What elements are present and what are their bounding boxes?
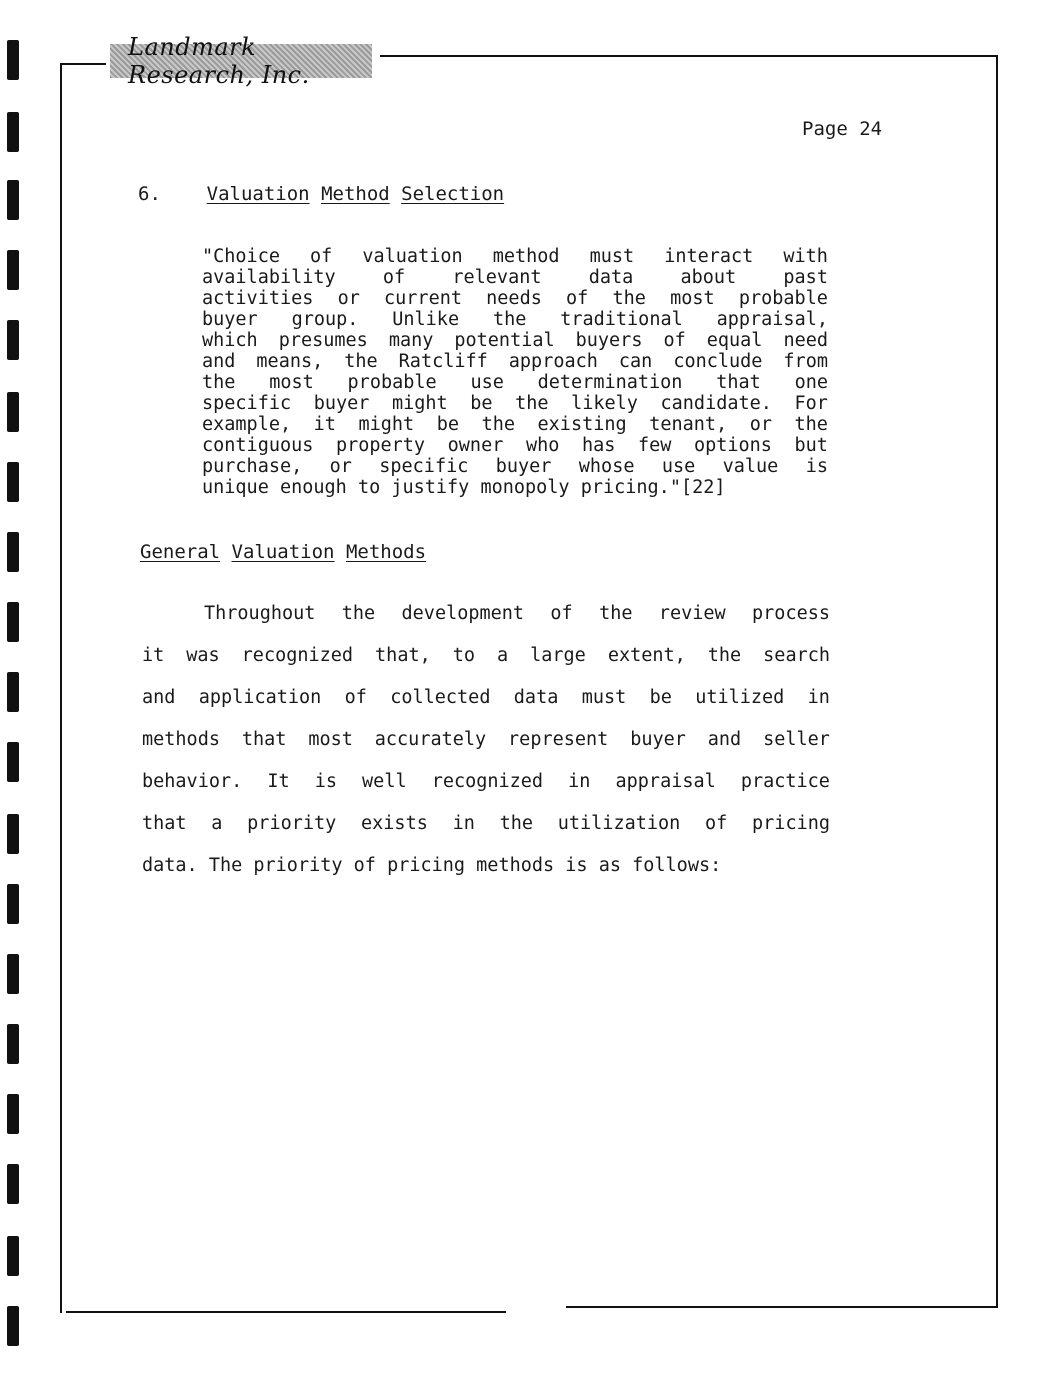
frame-right (996, 55, 998, 1307)
quote-line (202, 456, 828, 477)
binding-hole (7, 112, 19, 152)
body-word: recognized (431, 771, 544, 792)
quote-line (202, 435, 828, 456)
binding-hole (7, 884, 19, 924)
quote-word: be (470, 393, 493, 414)
body-word: development (401, 603, 525, 624)
body-word: process (752, 603, 830, 624)
quote-word: one (794, 372, 828, 393)
binding-hole (7, 672, 19, 712)
body-word: of (344, 687, 367, 708)
quote-word: determination (537, 372, 683, 393)
body-line (142, 686, 830, 728)
section-title-word: Selection (401, 183, 505, 205)
body-word: application (198, 687, 322, 708)
body-word: utilization (557, 813, 681, 834)
quote-word: past (783, 267, 828, 288)
binding-hole (7, 1164, 19, 1204)
quote-word: data (588, 267, 634, 288)
quote-line (202, 351, 828, 372)
section-number: 6. (138, 183, 161, 205)
body-word: of (705, 813, 728, 834)
quote-word: has (581, 435, 616, 456)
quote-word: buyer (202, 309, 258, 330)
subheading-word: Valuation (231, 541, 335, 563)
body-line (142, 644, 830, 686)
binding-hole (7, 462, 19, 502)
body-word: accurately (374, 729, 487, 750)
quote-line (202, 330, 828, 351)
body-word: and (142, 687, 176, 708)
binding-hole (7, 1236, 19, 1276)
body-word: pricing (752, 813, 830, 834)
body-word: methods (476, 855, 566, 876)
body-word: methods (142, 729, 220, 750)
body-word: of (353, 855, 388, 876)
quote-word: can (618, 351, 653, 372)
quote-word: traditional (560, 309, 683, 330)
quote-word: might (391, 393, 448, 414)
body-word: extent, (607, 645, 686, 666)
quote-word: property (335, 435, 426, 456)
quote-word: current (384, 288, 462, 309)
quote-word: activities (202, 288, 314, 309)
binding-hole (7, 250, 19, 290)
body-word: large (530, 645, 586, 666)
binding-hole (7, 1024, 19, 1064)
section-title (138, 183, 504, 205)
quote-word: the (344, 351, 378, 372)
body-word: most (308, 729, 353, 750)
quote-word: the (612, 288, 646, 309)
body-word: that, (375, 645, 431, 666)
frame-top-right (380, 55, 998, 57)
body-paragraph (142, 602, 830, 896)
binding-hole (7, 532, 19, 572)
quote-word: specific (202, 393, 292, 414)
quote-word: or (337, 288, 360, 309)
quote-word: example, (202, 414, 292, 435)
body-word: be (649, 687, 672, 708)
quote-word: but (794, 435, 828, 456)
quote-word: conclude (673, 351, 763, 372)
body-word: review (658, 603, 726, 624)
quote-word: potential (454, 330, 555, 351)
quote-word: most (670, 288, 715, 309)
quote-word: probable (347, 372, 437, 393)
quote-word: use (661, 456, 696, 477)
page-number: Page 24 (802, 118, 883, 140)
quote-word: buyer (313, 393, 370, 414)
quote-line (202, 393, 828, 414)
body-line (142, 854, 830, 896)
subheading (140, 541, 426, 563)
quote-word: which (202, 330, 258, 351)
quote-word: means, (256, 351, 324, 372)
body-word: the (341, 603, 376, 624)
body-word: The (208, 855, 254, 876)
body-word: as (598, 855, 633, 876)
body-word: that (241, 729, 287, 750)
body-word: data. (142, 855, 209, 876)
body-line (142, 812, 830, 854)
quote-word: monopoly (480, 477, 581, 498)
body-word: in (807, 687, 830, 708)
section-title-word: Valuation (206, 183, 310, 205)
body-word: that (142, 813, 187, 834)
quote-word: candidate. (660, 393, 772, 414)
binding-hole (7, 40, 19, 80)
body-word: a (211, 813, 223, 834)
quote-word: tenant, (649, 414, 728, 435)
quote-word: and (202, 351, 236, 372)
quote-word: buyer (495, 456, 552, 477)
binding-hole (7, 814, 19, 854)
quote-word: to (357, 477, 392, 498)
quote-word: or (749, 414, 772, 435)
body-word: in (568, 771, 591, 792)
body-word: data (513, 687, 559, 708)
quote-word: many (388, 330, 434, 351)
quote-word: use (470, 372, 504, 393)
quote-word: whose (578, 456, 635, 477)
quote-word: options (693, 435, 772, 456)
logo-text: Landmark Research, Inc. (128, 33, 310, 89)
body-word: seller (763, 729, 830, 750)
quote-word: few (637, 435, 672, 456)
section-title-word: Method (321, 183, 390, 205)
binding-hole (7, 1306, 19, 1346)
quote-word: need (783, 330, 828, 351)
quote-word: enough (279, 477, 358, 498)
quote-word: from (783, 351, 828, 372)
frame-left (60, 63, 62, 1313)
quote-word: of (566, 288, 589, 309)
quote-word: of (382, 267, 406, 288)
frame-bottom-right (566, 1306, 998, 1308)
body-word: buyer (630, 729, 686, 750)
body-word: a (497, 645, 509, 666)
body-word: practice (740, 771, 830, 792)
quote-word: owner (447, 435, 504, 456)
quote-word: or (329, 456, 352, 477)
binding-hole (7, 180, 19, 220)
quote-word: approach (508, 351, 598, 372)
quote-word: "Choice (202, 246, 280, 267)
quote-word: relevant (452, 267, 542, 288)
subheading-word: Methods (345, 541, 427, 563)
body-word: collected (390, 687, 491, 708)
quote-word: of (663, 330, 686, 351)
quote-line (202, 309, 828, 330)
body-word: appraisal (615, 771, 716, 792)
quote-word: that (716, 372, 761, 393)
quote-word: For (794, 393, 828, 414)
body-word: behavior. (142, 771, 243, 792)
body-word: pricing (387, 855, 477, 876)
binding-hole (7, 320, 19, 360)
quote-word: who (525, 435, 560, 456)
binding-hole (7, 392, 19, 432)
quote-word: the (202, 372, 236, 393)
body-word: and (707, 729, 742, 750)
body-word: recognized (241, 645, 354, 666)
quote-word: justify (391, 477, 481, 498)
quote-word: availability (202, 267, 336, 288)
frame-bottom-left (66, 1311, 506, 1313)
body-word: was (186, 645, 220, 666)
quote-line (202, 288, 828, 309)
quote-word: the (492, 309, 527, 330)
body-word: priority (247, 813, 337, 834)
quote-word: buyers (575, 330, 643, 351)
quote-word: presumes (278, 330, 368, 351)
body-word: the (599, 603, 633, 624)
quote-word: method (492, 246, 560, 267)
body-word: is (314, 771, 337, 792)
body-word: exists (361, 813, 428, 834)
body-word: utilized (695, 687, 785, 708)
body-word: it (142, 645, 165, 666)
body-word: follows: (632, 855, 722, 876)
body-line (142, 602, 830, 644)
frame-top-left (60, 63, 106, 65)
quote-word: specific (379, 456, 469, 477)
quote-line (202, 414, 828, 435)
quote-word: needs (486, 288, 542, 309)
quote-line (202, 372, 828, 393)
quote-word: unique (202, 477, 280, 498)
quote-word: most (269, 372, 314, 393)
quote-word: it (313, 414, 336, 435)
quote-line (202, 246, 828, 267)
quote-word: might (358, 414, 415, 435)
quote-word: the (794, 414, 828, 435)
quote-word: about (680, 267, 737, 288)
body-word: to (452, 645, 476, 666)
quote-word: must (589, 246, 635, 267)
body-word: priority (253, 855, 354, 876)
quote-word: with (783, 246, 828, 267)
binding-hole (7, 602, 19, 642)
body-word: of (550, 603, 573, 624)
quote-word: purchase, (202, 456, 303, 477)
quote-word: likely (571, 393, 638, 414)
body-word: the (707, 645, 742, 666)
quote-word: group. (291, 309, 359, 330)
body-word: is (565, 855, 599, 876)
quote-word: equal (706, 330, 763, 351)
quote-word: valuation (362, 246, 463, 267)
quote-word: pricing."[22] (580, 477, 726, 498)
quote-word: the (515, 393, 549, 414)
quote-word: of (310, 246, 333, 267)
quote-word: existing (537, 414, 627, 435)
body-word: the (499, 813, 534, 834)
binding-hole (7, 1094, 19, 1134)
quote-line (202, 477, 828, 498)
body-word: represent (508, 729, 609, 750)
body-word: Throughout (204, 603, 316, 624)
company-logo (110, 33, 372, 89)
quote-word: Ratcliff (398, 351, 488, 372)
body-word: well (362, 771, 407, 792)
body-word: must (581, 687, 627, 708)
body-line (142, 770, 830, 812)
body-word: search (763, 645, 830, 666)
quote-word: be (436, 414, 460, 435)
binding-hole (7, 954, 19, 994)
quote-word: interact (664, 246, 754, 267)
quote-word: appraisal, (716, 309, 828, 330)
quote-word: probable (738, 288, 828, 309)
quote-word: contiguous (202, 435, 314, 456)
quote-word: Unlike (392, 309, 460, 330)
quote-word: value (722, 456, 779, 477)
quote-word: is (805, 456, 828, 477)
quote-word: the (481, 414, 515, 435)
subheading-word: General (140, 541, 221, 563)
body-line (142, 728, 830, 770)
block-quote (202, 246, 828, 498)
body-word: It (267, 771, 290, 792)
body-word: in (452, 813, 475, 834)
binding-hole (7, 742, 19, 782)
quote-line (202, 267, 828, 288)
